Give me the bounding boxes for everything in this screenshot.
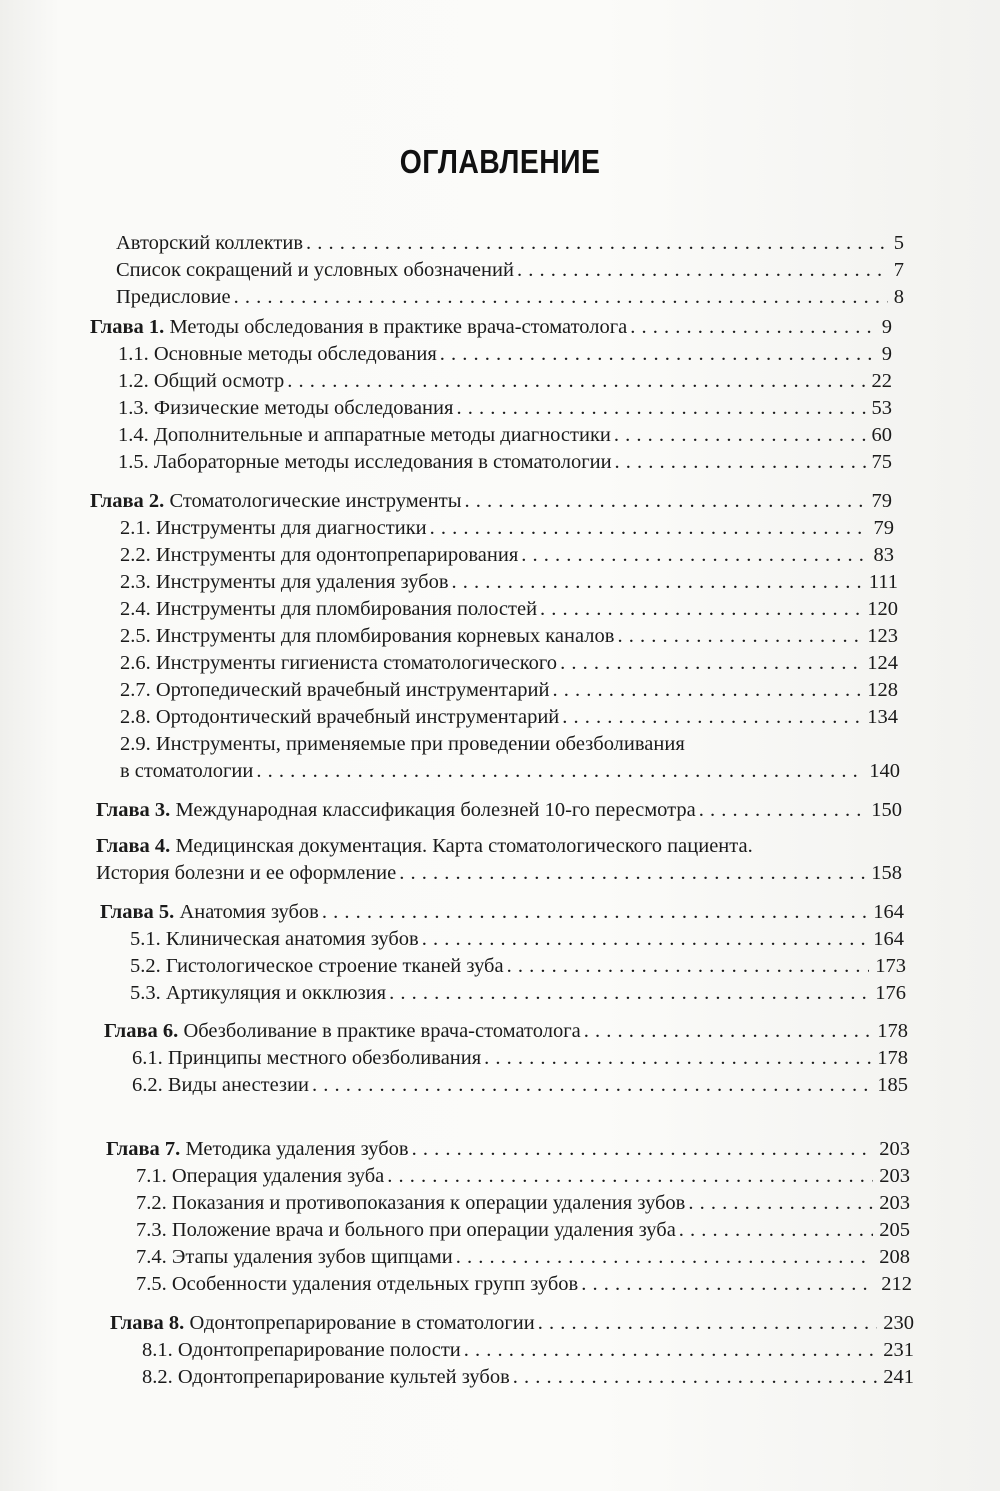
chapter-entry: Глава 8. Одонтопрепарирование в стоматологии . . . 230 [110, 1310, 914, 1337]
toc-entry: 1.4. Дополнительные и аппаратные методы диагностики . . . 60 [118, 422, 892, 449]
toc-entry: 1.1. Основные методы обследования . . . 9 [118, 341, 892, 368]
toc-entry: 1.3. Физические методы обследования . . . 53 [118, 395, 892, 422]
toc-entry: Предисловие . . . 8 [116, 284, 904, 311]
toc-entry: Список сокращений и условных обозначений . . . 7 [116, 257, 904, 284]
toc-entry: 7.4. Этапы удаления зубов щипцами . . . 208 [136, 1244, 910, 1271]
toc-entry: 2.1. Инструменты для диагностики . . . 79 [120, 515, 894, 542]
toc-entry: 2.4. Инструменты для пломбирования полостей . . . 120 [120, 596, 898, 623]
toc-entry: Авторский коллектив . . . 5 [116, 230, 904, 257]
toc-entry: 2.6. Инструменты гигиениста стоматологического . . . 124 [120, 650, 898, 677]
toc-entry: 7.5. Особенности удаления отдельных групп зубов . . . 212 [136, 1271, 912, 1298]
toc-entry: 5.3. Артикуляция и окклюзия . . . 176 [130, 980, 906, 1007]
toc-entry: 7.2. Показания и противопоказания к операции удаления зубов . . . 203 [136, 1190, 910, 1217]
toc-entry: 8.1. Одонтопрепарирование полости . . . 231 [142, 1337, 914, 1364]
toc-entry: 5.1. Клиническая анатомия зубов . . . 164 [130, 926, 904, 953]
chapter-entry: Глава 1. Методы обследования в практике врача-стоматолога . . . 9 [90, 314, 892, 341]
toc-entry: 1.5. Лабораторные методы исследования в стоматологии . . . 75 [118, 449, 892, 476]
toc-entry: 1.2. Общий осмотр . . . 22 [118, 368, 892, 395]
toc-entry: 2.5. Инструменты для пломбирования корневых каналов . . . 123 [120, 623, 898, 650]
toc-entry: 5.2. Гистологическое строение тканей зуба . . . 173 [130, 953, 906, 980]
chapter-entry: Глава 2. Стоматологические инструменты . . . 79 [90, 488, 892, 515]
chapter-entry: Глава 7. Методика удаления зубов . . . 203 [106, 1136, 910, 1163]
chapter-entry: Глава 5. Анатомия зубов . . . 164 [100, 899, 904, 926]
page-title: ОГЛАВЛЕНИЕ [399, 143, 601, 180]
toc-entry: 2.7. Ортопедический врачебный инструментарий . . . 128 [120, 677, 898, 704]
toc-entry: 2.2. Инструменты для одонтопрепарирования . . . 83 [120, 542, 894, 569]
toc-entry: 6.1. Принципы местного обезболивания . . . 178 [132, 1045, 908, 1072]
toc-entry-line2: в стоматологии . . . 140 [120, 758, 900, 785]
toc-entry: 2.3. Инструменты для удаления зубов . . . 111 [120, 569, 898, 596]
toc-entry: 7.3. Положение врача и больного при операции удаления зуба . . . 205 [136, 1217, 910, 1244]
toc-entry-line1: 2.9. Инструменты, применяемые при проведении обезболивания [120, 733, 685, 755]
chapter-entry: Глава 3. Международная классификация болезней 10-го пересмотра . . . 150 [96, 797, 902, 824]
chapter-entry-line1: Глава 4. Медицинская документация. Карта стоматологического пациента. [96, 835, 753, 857]
toc-entry: 6.2. Виды анестезии . . . 185 [132, 1072, 908, 1099]
chapter-entry: Глава 6. Обезболивание в практике врача-стоматолога . . . 178 [104, 1018, 908, 1045]
chapter-entry-line2: История болезни и ее оформление . . . 158 [96, 860, 902, 887]
toc-entry: 7.1. Операция удаления зуба . . . 203 [136, 1163, 910, 1190]
toc-entry: 8.2. Одонтопрепарирование культей зубов . . . 241 [142, 1364, 914, 1391]
toc-entry: 2.8. Ортодонтический врачебный инструментарий . . . 134 [120, 704, 898, 731]
